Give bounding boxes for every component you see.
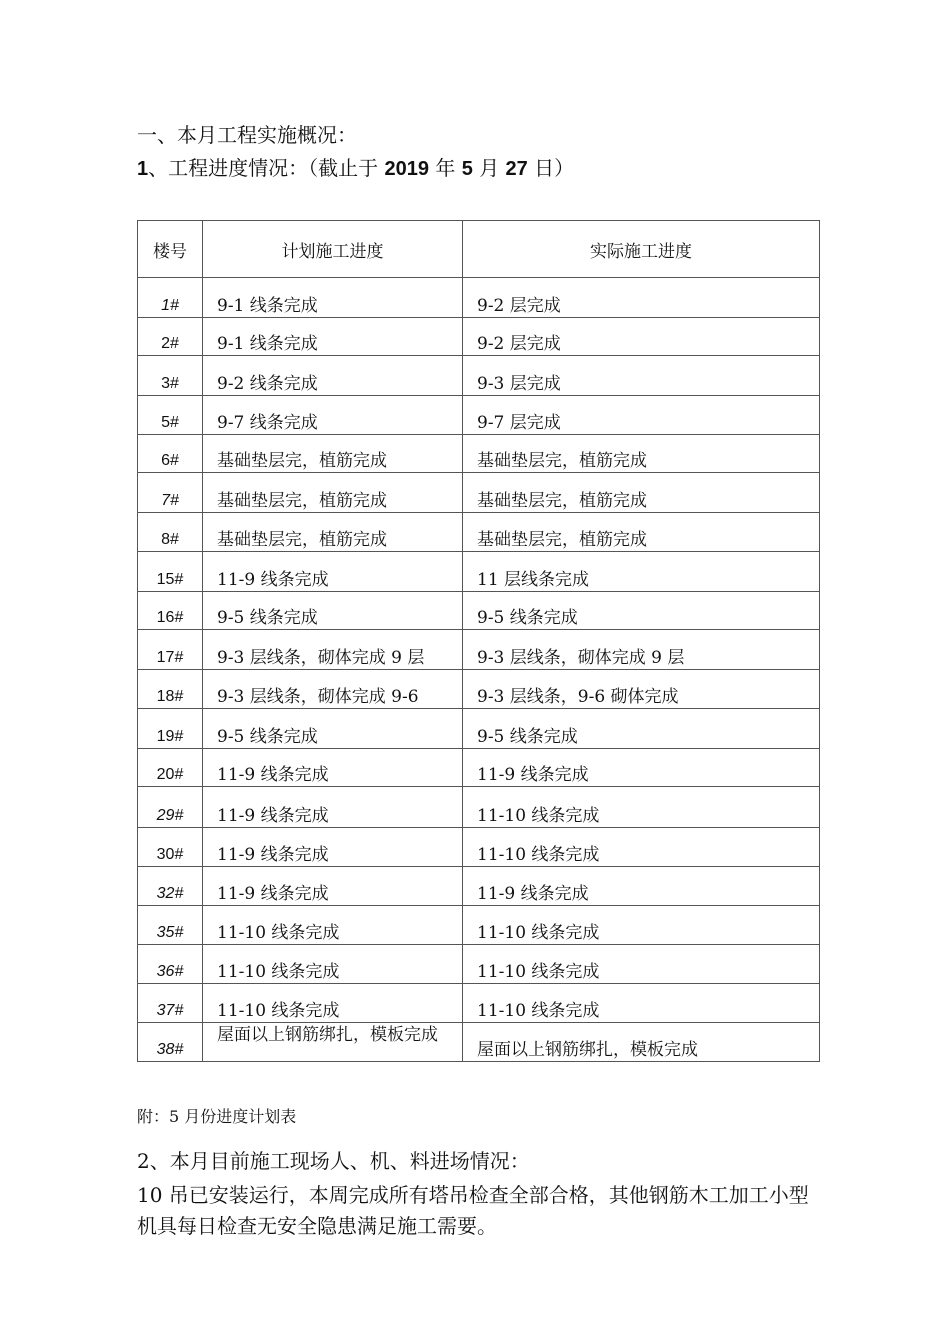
table-row — [138, 828, 820, 867]
planned-text: 基础垫层完，植筋完成 — [217, 530, 387, 550]
building-no-text: 8# — [161, 531, 179, 548]
cell-planned — [203, 945, 463, 984]
section2-text: 10 吊已安装运行，本周完成所有塔吊检查全部合格，其他钢筋木工加工小型机具每日检查无安全隐患满足施工需要。 — [137, 1183, 809, 1238]
actual-text: 11-10 线条完成 — [477, 923, 600, 943]
table-row — [138, 709, 820, 749]
actual-text: 基础垫层完，植筋完成 — [477, 451, 647, 471]
heading-year: 2019 — [384, 158, 429, 180]
actual-text: 11-9 线条完成 — [477, 765, 589, 785]
cell-building-no — [138, 984, 203, 1023]
building-no-text: 7# — [161, 492, 179, 509]
table-header-row — [138, 221, 820, 278]
building-no-text: 32# — [156, 885, 184, 902]
building-no-text: 3# — [161, 375, 179, 392]
cell-actual — [463, 592, 820, 630]
actual-text: 9-5 线条完成 — [477, 727, 578, 747]
cell-planned — [203, 278, 463, 318]
building-no-text: 1# — [161, 297, 179, 314]
cell-planned — [203, 592, 463, 630]
cell-building-no — [138, 787, 203, 828]
header-actual-progress: 实际施工进度 — [463, 221, 820, 278]
cell-building-no — [138, 356, 203, 396]
cell-planned — [203, 630, 463, 670]
table-row — [138, 396, 820, 435]
actual-text: 基础垫层完，植筋完成 — [477, 491, 647, 511]
heading-text-a: 、工程进度情况：（截止于 — [148, 156, 379, 180]
cell-planned — [203, 670, 463, 709]
building-no-text: 17# — [156, 649, 184, 666]
table-row — [138, 945, 820, 984]
section2-title: 2、本月目前施工现场人、机、料进场情况： — [137, 1149, 530, 1173]
table-row — [138, 278, 820, 318]
cell-planned — [203, 356, 463, 396]
building-no-text: 38# — [156, 1041, 184, 1058]
actual-text: 9-2 层完成 — [477, 296, 561, 316]
actual-text: 11-10 线条完成 — [477, 845, 600, 865]
cell-actual — [463, 396, 820, 435]
table-row — [138, 473, 820, 513]
header-building-no: 楼号 — [138, 221, 203, 278]
cell-building-no — [138, 1023, 203, 1062]
planned-text: 9-2 线条完成 — [217, 374, 318, 394]
planned-text: 9-7 线条完成 — [217, 413, 318, 433]
building-no-text: 30# — [156, 846, 184, 863]
cell-actual — [463, 709, 820, 749]
actual-text: 9-2 层完成 — [477, 334, 561, 354]
planned-text: 9-5 线条完成 — [217, 727, 318, 747]
building-no-text: 6# — [161, 452, 179, 469]
building-no-text: 18# — [156, 688, 184, 705]
table-row — [138, 513, 820, 552]
table-row — [138, 787, 820, 828]
section-title: 一、本月工程实施概况： — [137, 123, 357, 147]
cell-actual — [463, 906, 820, 945]
heading-number: 1 — [137, 158, 149, 180]
cell-building-no — [138, 945, 203, 984]
planned-text: 9-3 层线条，砌体完成 9 层 — [217, 648, 425, 668]
cell-planned — [203, 787, 463, 828]
cell-building-no — [138, 396, 203, 435]
building-no-text: 15# — [156, 571, 184, 588]
cell-building-no — [138, 867, 203, 906]
cell-planned — [203, 473, 463, 513]
cell-building-no — [138, 513, 203, 552]
cell-building-no — [138, 552, 203, 592]
heading-text-b: 年 — [435, 156, 456, 180]
planned-text: 9-1 线条完成 — [217, 334, 318, 354]
actual-text: 11-10 线条完成 — [477, 806, 600, 826]
actual-text: 11-10 线条完成 — [477, 1001, 600, 1021]
cell-actual — [463, 984, 820, 1023]
table-row — [138, 318, 820, 356]
planned-text: 11-10 线条完成 — [217, 923, 340, 943]
table-row — [138, 1023, 820, 1062]
table-row — [138, 749, 820, 787]
building-no-text: 37# — [156, 1002, 184, 1019]
table-row — [138, 867, 820, 906]
table-row — [138, 435, 820, 473]
building-no-text: 2# — [161, 335, 179, 352]
cell-building-no — [138, 709, 203, 749]
cell-building-no — [138, 592, 203, 630]
cell-actual — [463, 787, 820, 828]
cell-building-no — [138, 318, 203, 356]
actual-text: 11 层线条完成 — [477, 570, 590, 590]
progress-table — [137, 220, 820, 1062]
actual-text: 9-3 层线条，砌体完成 9 层 — [477, 648, 685, 668]
cell-building-no — [138, 749, 203, 787]
planned-text: 基础垫层完，植筋完成 — [217, 451, 387, 471]
planned-text: 11-9 线条完成 — [217, 884, 329, 904]
actual-text: 9-7 层完成 — [477, 413, 561, 433]
heading-text-c: 月 — [479, 156, 500, 180]
cell-actual — [463, 630, 820, 670]
building-no-text: 16# — [156, 609, 184, 626]
table-row — [138, 356, 820, 396]
building-no-text: 29# — [156, 807, 184, 824]
actual-text: 屋面以上钢筋绑扎，模板完成 — [477, 1040, 698, 1060]
cell-planned — [203, 709, 463, 749]
cell-actual — [463, 867, 820, 906]
cell-actual — [463, 552, 820, 592]
planned-text: 屋面以上钢筋绑扎，模板完成 — [217, 1025, 438, 1045]
cell-building-no — [138, 473, 203, 513]
heading-text-d: 日） — [534, 156, 575, 180]
cell-building-no — [138, 278, 203, 318]
actual-text: 11-9 线条完成 — [477, 884, 589, 904]
building-no-text: 19# — [156, 728, 184, 745]
table-row — [138, 984, 820, 1023]
cell-building-no — [138, 630, 203, 670]
heading-day: 27 — [505, 158, 528, 180]
cell-actual — [463, 473, 820, 513]
planned-text: 9-1 线条完成 — [217, 296, 318, 316]
planned-text: 9-3 层线条，砌体完成 9-6 — [217, 687, 419, 707]
cell-building-no — [138, 670, 203, 709]
heading-month: 5 — [461, 158, 473, 180]
planned-text: 11-9 线条完成 — [217, 845, 329, 865]
building-no-text: 36# — [156, 963, 184, 980]
cell-building-no — [138, 828, 203, 867]
cell-building-no — [138, 906, 203, 945]
actual-text: 9-3 层线条，9-6 砌体完成 — [477, 687, 679, 707]
planned-text: 11-9 线条完成 — [217, 765, 329, 785]
cell-planned — [203, 1023, 463, 1062]
cell-actual — [463, 945, 820, 984]
planned-text: 11-10 线条完成 — [217, 962, 340, 982]
planned-text: 基础垫层完，植筋完成 — [217, 491, 387, 511]
table-row — [138, 906, 820, 945]
actual-text: 11-10 线条完成 — [477, 962, 600, 982]
actual-text: 9-5 线条完成 — [477, 608, 578, 628]
cell-actual — [463, 828, 820, 867]
cell-planned — [203, 867, 463, 906]
attachment-note: 附：5 月份进度计划表 — [137, 1107, 297, 1126]
header-planned-progress: 计划施工进度 — [203, 221, 463, 278]
cell-planned — [203, 984, 463, 1023]
actual-text: 基础垫层完，植筋完成 — [477, 530, 647, 550]
cell-planned — [203, 828, 463, 867]
cell-planned — [203, 396, 463, 435]
cell-actual — [463, 278, 820, 318]
table-row — [138, 592, 820, 630]
cell-planned — [203, 906, 463, 945]
cell-building-no — [138, 435, 203, 473]
planned-text: 9-5 线条完成 — [217, 608, 318, 628]
cell-actual — [463, 513, 820, 552]
actual-text: 9-3 层完成 — [477, 374, 561, 394]
cell-actual — [463, 670, 820, 709]
cell-actual — [463, 435, 820, 473]
building-no-text: 20# — [156, 766, 184, 783]
cell-planned — [203, 318, 463, 356]
planned-text: 11-9 线条完成 — [217, 570, 329, 590]
progress-heading — [137, 152, 574, 181]
table-row — [138, 552, 820, 592]
table-row — [138, 630, 820, 670]
cell-actual — [463, 318, 820, 356]
cell-actual — [463, 1023, 820, 1062]
cell-planned — [203, 513, 463, 552]
cell-actual — [463, 749, 820, 787]
planned-text: 11-10 线条完成 — [217, 1001, 340, 1021]
building-no-text: 5# — [161, 414, 179, 431]
cell-planned — [203, 749, 463, 787]
cell-planned — [203, 435, 463, 473]
building-no-text: 35# — [156, 924, 184, 941]
table-row — [138, 670, 820, 709]
planned-text: 11-9 线条完成 — [217, 806, 329, 826]
cell-actual — [463, 356, 820, 396]
cell-planned — [203, 552, 463, 592]
